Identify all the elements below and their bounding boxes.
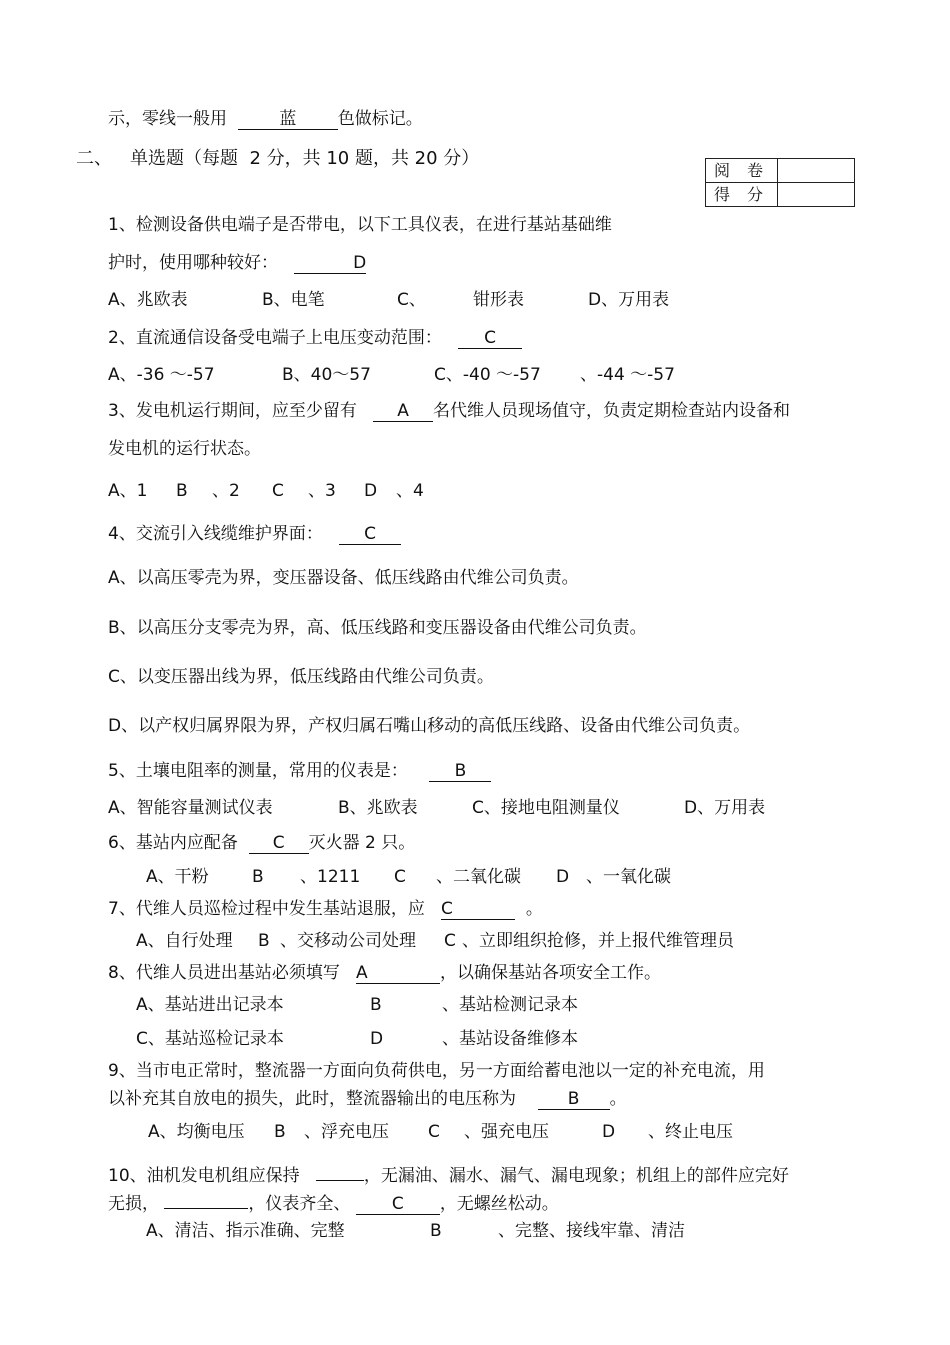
q3-option-b-letter: B	[176, 481, 188, 501]
q7-stem	[108, 898, 543, 920]
score-table-score-cell[interactable]	[778, 183, 855, 207]
q1-option-c: C、	[397, 290, 426, 310]
q10-option-b: 、完整、接线牢靠、清洁	[498, 1221, 685, 1241]
q10-line2	[108, 1188, 559, 1215]
q4-stem	[108, 523, 401, 545]
score-table-label-score: 得 分	[706, 183, 778, 207]
score-table-label-review: 阅 卷	[706, 159, 778, 183]
q9-option-b: 、浮充电压	[304, 1122, 389, 1142]
q7-end: 。	[525, 899, 543, 919]
q2-stem-text: 2、直流通信设备受电端子上电压变动范围：	[108, 328, 442, 348]
q2-answer: C	[458, 328, 522, 349]
q7-option-b-letter: B	[258, 931, 270, 951]
q4-option-a: A、以高压零壳为界，变压器设备、低压线路由代维公司负责。	[108, 568, 579, 588]
q3-option-a: A、1	[108, 481, 148, 501]
q1-line1: 1、检测设备供电端子是否带电，以下工具仪表，在进行基站基础维	[108, 215, 612, 235]
q5-option-a: A、智能容量测试仪表	[108, 798, 273, 818]
q3-option-c: 、3	[308, 481, 336, 501]
q6-option-b: 、1211	[300, 867, 361, 887]
q6-stem-suffix: 灭火器 2 只。	[308, 833, 416, 853]
q4-stem-text: 4、交流引入线缆维护界面：	[108, 524, 323, 544]
q3-stem	[108, 400, 790, 422]
q8-answer: A	[356, 963, 440, 984]
q10-line1-suffix: ，无漏油、漏水、漏气、漏电现象；机组上的部件应完好	[363, 1166, 789, 1186]
q8-stem-suffix: ，以确保基站各项安全工作。	[440, 963, 662, 983]
q6-option-c: 、二氧化碳	[436, 867, 521, 887]
q7-option-c-letter: C	[444, 931, 456, 951]
score-table	[705, 158, 855, 207]
section-number: 二、	[76, 148, 112, 169]
q2-option-b: B、40～57	[282, 365, 371, 385]
q5-option-b: B、兆欧表	[338, 798, 418, 818]
q2-option-c: C、-40 ～-57	[434, 365, 541, 385]
q9-option-d: 、终止电压	[648, 1122, 733, 1142]
q9-option-d-letter: D	[602, 1122, 616, 1142]
q3-option-d: 、4	[396, 481, 424, 501]
q6-stem	[108, 832, 415, 854]
q9-answer: B	[538, 1089, 610, 1110]
q10-blank-2	[164, 1188, 248, 1209]
q1-option-d: D、万用表	[588, 290, 670, 310]
q8-option-b-letter: B	[370, 995, 382, 1015]
q5-stem-text: 5、土壤电阻率的测量，常用的仪表是：	[108, 761, 408, 781]
q1-line2	[108, 252, 366, 274]
q3-stem-suffix: 名代维人员现场值守，负责定期检查站内设备和	[433, 401, 791, 421]
q9-option-c: 、强充电压	[464, 1122, 549, 1142]
q5-option-c: C、接地电阻测量仪	[472, 798, 620, 818]
q1-answer: D	[294, 253, 366, 274]
q6-option-c-letter: C	[394, 867, 406, 887]
intro-prefix: 示，零线一般用	[108, 109, 227, 129]
q7-option-b: 、交移动公司处理	[280, 931, 416, 951]
q9-end: 。	[609, 1089, 627, 1109]
q10-option-a: A、清洁、指示准确、完整	[146, 1221, 345, 1241]
q3-option-c-letter: C	[272, 481, 284, 501]
q10-line2-prefix: 无损，	[108, 1194, 159, 1214]
q7-option-c: 、立即组织抢修，并上报代维管理员	[462, 931, 734, 951]
intro-suffix: 色做标记。	[337, 109, 423, 129]
q4-option-c: C、以变压器出线为界，低压线路由代维公司负责。	[108, 667, 494, 687]
q8-option-c: C、基站巡检记录本	[136, 1029, 284, 1049]
q10-answer: C	[356, 1194, 440, 1215]
q3-line2: 发电机的运行状态。	[108, 439, 261, 459]
q8-option-d: 、基站设备维修本	[442, 1029, 578, 1049]
q3-option-b: 、2	[212, 481, 240, 501]
q7-answer: C	[441, 899, 515, 920]
q4-answer: C	[339, 524, 401, 545]
q1-line2-text: 护时，使用哪种较好：	[108, 253, 278, 273]
q8-option-b: 、基站检测记录本	[442, 995, 578, 1015]
q1-option-a: A、兆欧表	[108, 290, 188, 310]
q9-line2-text: 以补充其自放电的损失，此时，整流器输出的电压称为	[108, 1089, 516, 1109]
score-table-review-cell[interactable]	[778, 159, 855, 183]
q7-option-a: A、自行处理	[136, 931, 233, 951]
section-title: 单选题（每题 2 分，共 10 题，共 20 分）	[130, 148, 480, 169]
q5-answer: B	[429, 761, 491, 782]
q7-stem-text: 7、代维人员巡检过程中发生基站退服，应	[108, 899, 425, 919]
q9-line2	[108, 1088, 627, 1110]
q6-option-d: 、一氧化碳	[586, 867, 671, 887]
intro-line	[108, 108, 423, 130]
q6-answer: C	[249, 833, 309, 854]
q10-option-b-letter: B	[430, 1221, 442, 1241]
q9-option-b-letter: B	[274, 1122, 286, 1142]
q8-stem	[108, 962, 661, 984]
q4-option-d: D、以产权归属界限为界，产权归属石嘴山移动的高低压线路、设备由代维公司负责。	[108, 716, 751, 736]
q9-option-c-letter: C	[428, 1122, 440, 1142]
q10-line2-suffix: ，无螺丝松动。	[439, 1194, 559, 1214]
q5-option-d: D、万用表	[684, 798, 766, 818]
q10-line2-mid: ，仪表齐全、	[248, 1194, 351, 1214]
q10-blank-1	[316, 1160, 364, 1181]
q6-stem-prefix: 6、基站内应配备	[108, 833, 238, 853]
q6-option-d-letter: D	[556, 867, 570, 887]
q10-line1-prefix: 10、油机发电机组应保持	[108, 1166, 300, 1186]
q10-line1	[108, 1160, 789, 1187]
q8-option-d-letter: D	[370, 1029, 384, 1049]
q1-option-c-text: 钳形表	[473, 290, 524, 310]
q6-option-a: A、干粉	[146, 867, 209, 887]
q1-option-b: B、电笔	[262, 290, 325, 310]
q4-option-b: B、以高压分支零壳为界，高、低压线路和变压器设备由代维公司负责。	[108, 618, 647, 638]
q6-option-b-letter: B	[252, 867, 264, 887]
q2-stem	[108, 327, 522, 349]
q8-option-a: A、基站进出记录本	[136, 995, 284, 1015]
q3-option-d-letter: D	[364, 481, 378, 501]
q2-option-a: A、-36 ～-57	[108, 365, 215, 385]
intro-answer: 蓝	[238, 109, 338, 130]
q2-option-d: 、-44 ～-57	[580, 365, 675, 385]
q9-line1: 9、当市电正常时，整流器一方面向负荷供电，另一方面给蓄电池以一定的补充电流，用	[108, 1061, 765, 1081]
q3-answer: A	[373, 401, 433, 422]
q5-stem	[108, 760, 491, 782]
q3-stem-prefix: 3、发电机运行期间，应至少留有	[108, 401, 357, 421]
q9-option-a: A、均衡电压	[148, 1122, 245, 1142]
q8-stem-text: 8、代维人员进出基站必须填写	[108, 963, 340, 983]
